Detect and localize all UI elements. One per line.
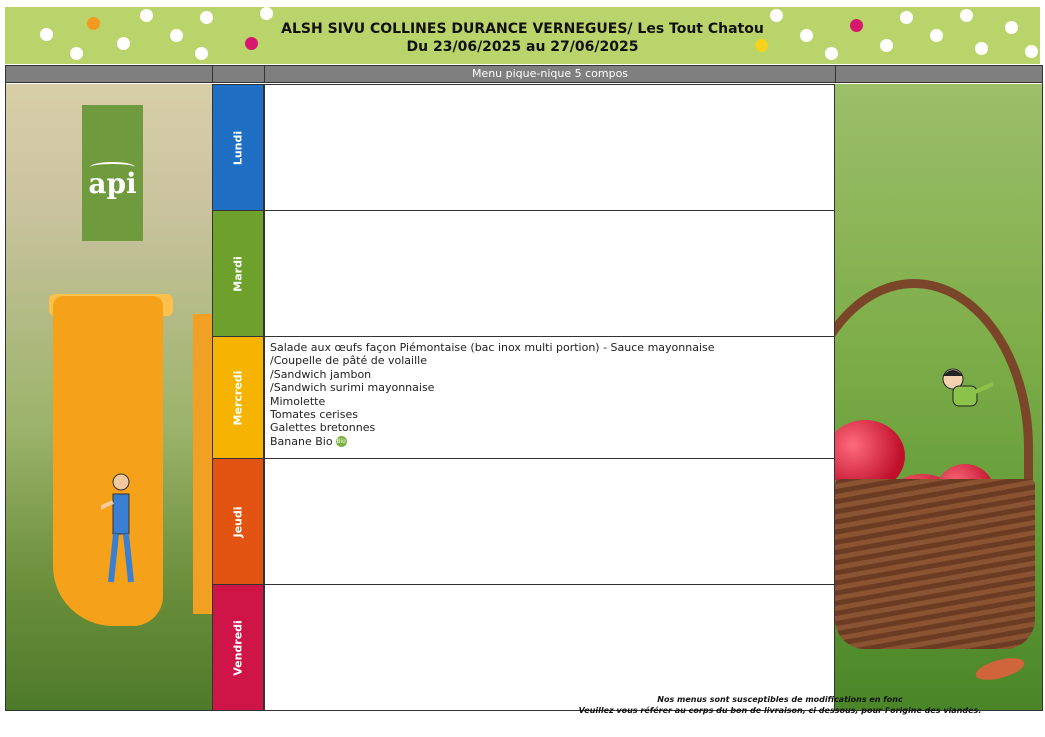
footer-note: [560, 694, 1000, 716]
header-cell-left: [5, 65, 213, 83]
menu-item: /Sandwich surimi mayonnaise: [270, 381, 435, 395]
menu-title: ALSH SIVU COLLINES DURANCE VERNEGUES/ Les Tout Chatou: [281, 21, 764, 37]
logo-text: api: [88, 167, 137, 200]
menu-cell-mercredi: [264, 336, 835, 459]
day-label-vendredi: [212, 584, 264, 711]
day-label-jeudi: [212, 458, 264, 585]
day-name: Jeudi: [231, 505, 245, 538]
day-name: Mardi: [231, 255, 245, 292]
footer-line-1: Nos menus sont susceptibles de modifications en fonc: [657, 695, 903, 704]
menu-items-list: [270, 341, 715, 448]
day-name: Lundi: [231, 130, 245, 165]
header-cell-day: [212, 65, 265, 83]
menu-cell-vendredi: [264, 584, 835, 711]
menu-item: Galettes bretonnes: [270, 421, 376, 435]
menu-cell-lundi: [264, 84, 835, 211]
right-photo-apple-basket: [835, 84, 1042, 710]
day-label-mercredi: [212, 336, 264, 459]
menu-item: /Sandwich jambon: [270, 367, 372, 381]
bio-badge-icon: Bio: [336, 438, 346, 446]
api-logo: [82, 105, 143, 241]
climbing-kid-illustration: [935, 364, 995, 424]
leaf: [974, 654, 1027, 684]
column-header: Menu pique-nique 5 compos: [264, 65, 836, 83]
menu-cell-mardi: [264, 210, 835, 337]
menu-item: /Coupelle de pâté de volaille: [270, 354, 427, 368]
menu-cell-jeudi: [264, 458, 835, 585]
footer-line-2: Veuillez vous référer au corps du bon de livraison, ci dessous, pour l'origine des viandes.: [578, 706, 982, 715]
menu-item: Banane Bio: [270, 434, 333, 448]
menu-item: Salade aux œufs façon Piémontaise (bac inox multi portion) - Sauce mayonnaise: [270, 341, 715, 354]
menu-dates: Du 23/06/2025 au 27/06/2025: [406, 39, 639, 55]
day-label-lundi: [212, 84, 264, 211]
menu-item: Mimolette: [270, 394, 326, 408]
menu-item-with-badge: [270, 435, 715, 448]
gardener-kid-illustration: [101, 472, 141, 592]
day-name: Mercredi: [231, 370, 245, 425]
left-photo-boots: [5, 84, 212, 710]
menu-title-block: [5, 20, 1040, 56]
decor-dot: [260, 7, 273, 20]
day-label-mardi: [212, 210, 264, 337]
header-cell-right: [835, 65, 1043, 83]
basket: [835, 479, 1035, 649]
day-name: Vendredi: [231, 619, 245, 676]
boot-illustration: [193, 314, 212, 614]
menu-item: Tomates cerises: [270, 408, 358, 422]
